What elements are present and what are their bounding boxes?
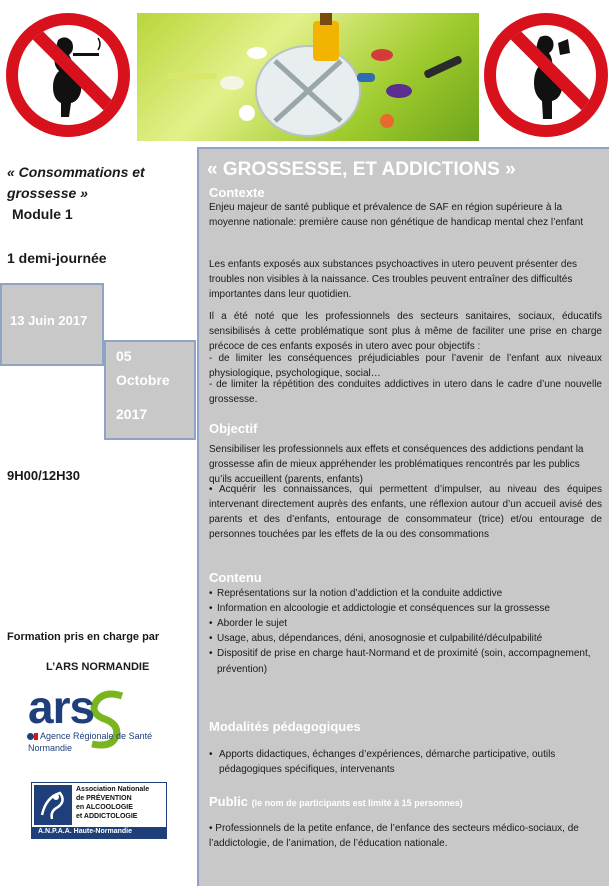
module-label: Module 1	[12, 206, 73, 222]
contexte-p1: Enjeu majeur de santé publique et prévalence de SAF en région supérieure à la moyenne nationale: première cause non génétique de handicap mental chez l’enfant	[209, 202, 584, 228]
public-text: • Professionnels de la petite enfance, de l’enfance des secteurs médico-sociaux, de l’addictologie, de l’animation, de l’éducation nationale.	[209, 823, 579, 849]
no-smoking-pregnant-icon	[6, 13, 130, 137]
contenu-heading: Contenu	[209, 570, 262, 585]
ars-dot-icon	[27, 733, 34, 740]
anpaa-emblem-icon	[34, 785, 72, 825]
anpaa-footer-bar	[32, 827, 166, 838]
anpaa-footer: A.N.P.A.A. Haute-Normandie	[38, 828, 132, 835]
objectif-p2: • Acquérir les connaissances, qui permettent d’impulser, au niveau des équipes intervenant directement auprès des enfants, une réflexion autour d’un accueil avisé des parents et des d’enfants, entourage de consommateur (trice) et/ou entourage de personnes touchées par les effets de la ou des consommations	[209, 484, 602, 540]
lieu-line2: 2, place Dupont de	[7, 565, 159, 584]
ars-flag-icon	[34, 733, 38, 740]
lieu-label: Lieu	[7, 501, 45, 521]
lieu-address	[7, 540, 197, 609]
date-october-day: 05	[116, 348, 132, 364]
lieu-line3: l’Eure Evreux	[7, 588, 116, 607]
list-item: • Représentations sur la notion d’addiction et la conduite addictive	[209, 586, 602, 601]
public-heading	[209, 794, 463, 809]
anpaa-line4: et ADDICTOLOGIE	[76, 813, 138, 820]
contexte-heading: Contexte	[209, 185, 265, 200]
objectif-p1: Sensibiliser les professionnels aux effets et conséquences des addictions pendant la grossesse afin de mieux appréhender les problématiques rencontrés par les publics qu’ils accueillent (parents, enfants)	[209, 444, 584, 485]
ars-agency-line1: Agence Régionale de Santé	[40, 731, 153, 741]
duree-label: Durée :	[7, 227, 63, 244]
modalites-heading: Modalités pédagogiques	[209, 719, 361, 734]
list-item: • Dispositif de prise en charge haut-Normand et de proximité (soin, accompagnement, prévention)	[209, 646, 602, 678]
course-title-line1: « Consommations et	[7, 164, 145, 180]
date-box-october	[104, 340, 196, 440]
funder: L’ARS NORMANDIE	[46, 661, 150, 673]
contexte-p3: Il a été noté que les professionnels des secteurs sanitaires, sociaux, éducatifs sensibilisés à cette problématique sont plus à même de faciliter une prise en charge précoce de ces enfants exposés in utero avec pour objectifs :	[209, 311, 602, 352]
ars-agency-line2: Normandie	[28, 743, 73, 753]
modalites-list	[209, 747, 602, 777]
contexte-p4: - de limiter les conséquences préjudiciables pour l’avenir de l’enfant aux niveaux physiologique, psychologique, social…	[209, 353, 602, 379]
anpaa-line3: en ALCOOLOGIE	[76, 804, 133, 811]
date-october-month: Octobre	[116, 372, 170, 388]
list-item: • Usage, abus, dépendances, déni, anosognosie et culpabilité/déculpabilité	[209, 631, 602, 646]
anpaa-logo	[31, 782, 167, 839]
contexte-p2: Les enfants exposés aux substances psychoactives in utero peuvent présenter des troubles non visibles à la naissance. Ces troubles peuvent entraîner des difficultés importantes dans leur quotidien.	[209, 259, 578, 300]
main-title: « GROSSESSE, ET ADDICTIONS »	[207, 159, 516, 180]
hours: 9H00/12H30	[7, 468, 80, 483]
anpaa-text	[76, 785, 149, 821]
ars-logo-text: ars	[28, 681, 95, 733]
anpaa-line2: de PRÉVENTION	[76, 795, 132, 802]
lieu-line1: Maison de la Santé	[7, 542, 161, 561]
list-item: • Aborder le sujet	[209, 616, 602, 631]
date-june: 13 Juin 2017	[10, 313, 88, 328]
list-item: • Apports didactiques, échanges d’expériences, démarche participative, outils pédagogiques spécifiques, intervenants	[209, 747, 602, 777]
date-box-june	[0, 283, 104, 366]
public-note: (le nom de participants est limité à 15 personnes)	[251, 798, 463, 808]
date-october-year: 2017	[116, 406, 148, 422]
course-title	[7, 162, 192, 204]
anpaa-line1: Association Nationale	[76, 786, 150, 793]
funding-line: Formation pris en charge par	[7, 631, 160, 643]
contenu-list	[209, 586, 602, 678]
public-label: Public	[209, 794, 249, 809]
ars-logo	[26, 681, 168, 768]
objectif-heading: Objectif	[209, 421, 258, 436]
main-content-panel	[197, 147, 609, 886]
list-item: • Information en alcoologie et addictologie et conséquences sur la grossesse	[209, 601, 602, 616]
course-title-line2: grossesse »	[7, 185, 88, 201]
banner	[0, 0, 609, 147]
no-drinking-pregnant-icon	[484, 13, 608, 137]
substances-collage-image	[137, 13, 479, 141]
duree-value: 1 demi-journée	[7, 250, 107, 266]
contexte-p5: - de limiter la répétition des conduites addictives in utero dans le cadre d’une nouvelle grossesse.	[209, 379, 602, 405]
